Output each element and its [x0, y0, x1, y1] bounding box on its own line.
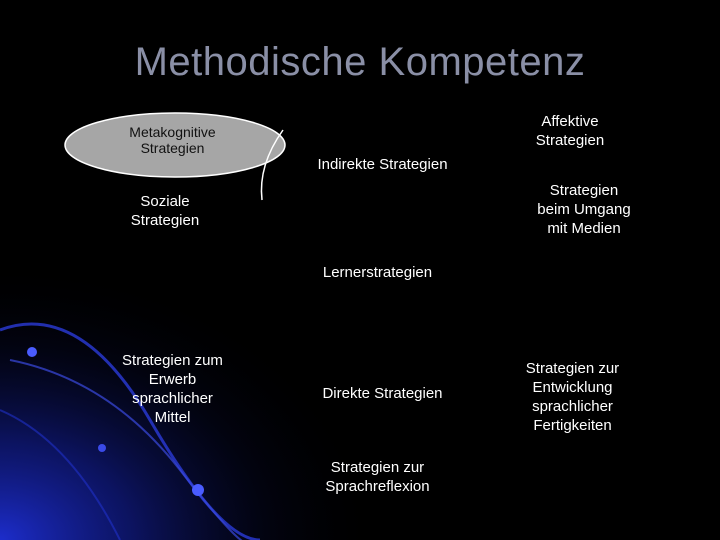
swoosh-dot-2 [192, 484, 204, 496]
swoosh-dot-3 [98, 444, 106, 452]
node-strategien-umgang-medien: Strategien beim Umgang mit Medien [537, 182, 631, 237]
node-lernerstrategien: Lernerstrategien [322, 264, 433, 281]
swoosh-dot-1 [27, 347, 37, 357]
node-strategien-entwicklung-fertigkeiten: Strategien zur Entwicklung sprachlicher Fertigkeiten [525, 360, 620, 434]
node-soziale-strategien: Soziale Strategien [130, 193, 200, 229]
node-strategien-erwerb-sprachlicher-mittel: Strategien zum Erwerb sprachlicher Mittel [122, 352, 223, 426]
node-direkte-strategien: Direkte Strategien [322, 385, 443, 402]
node-indirekte-strategien: Indirekte Strategien [317, 156, 448, 173]
page-title: Methodische Kompetenz [134, 40, 586, 84]
node-affektive-strategien: Affektive Strategien [535, 113, 605, 149]
node-strategien-sprachreflexion: Strategien zur Sprachreflexion [325, 459, 430, 495]
node-metakognitive-strategien: Metakognitive Strategien [129, 124, 216, 156]
